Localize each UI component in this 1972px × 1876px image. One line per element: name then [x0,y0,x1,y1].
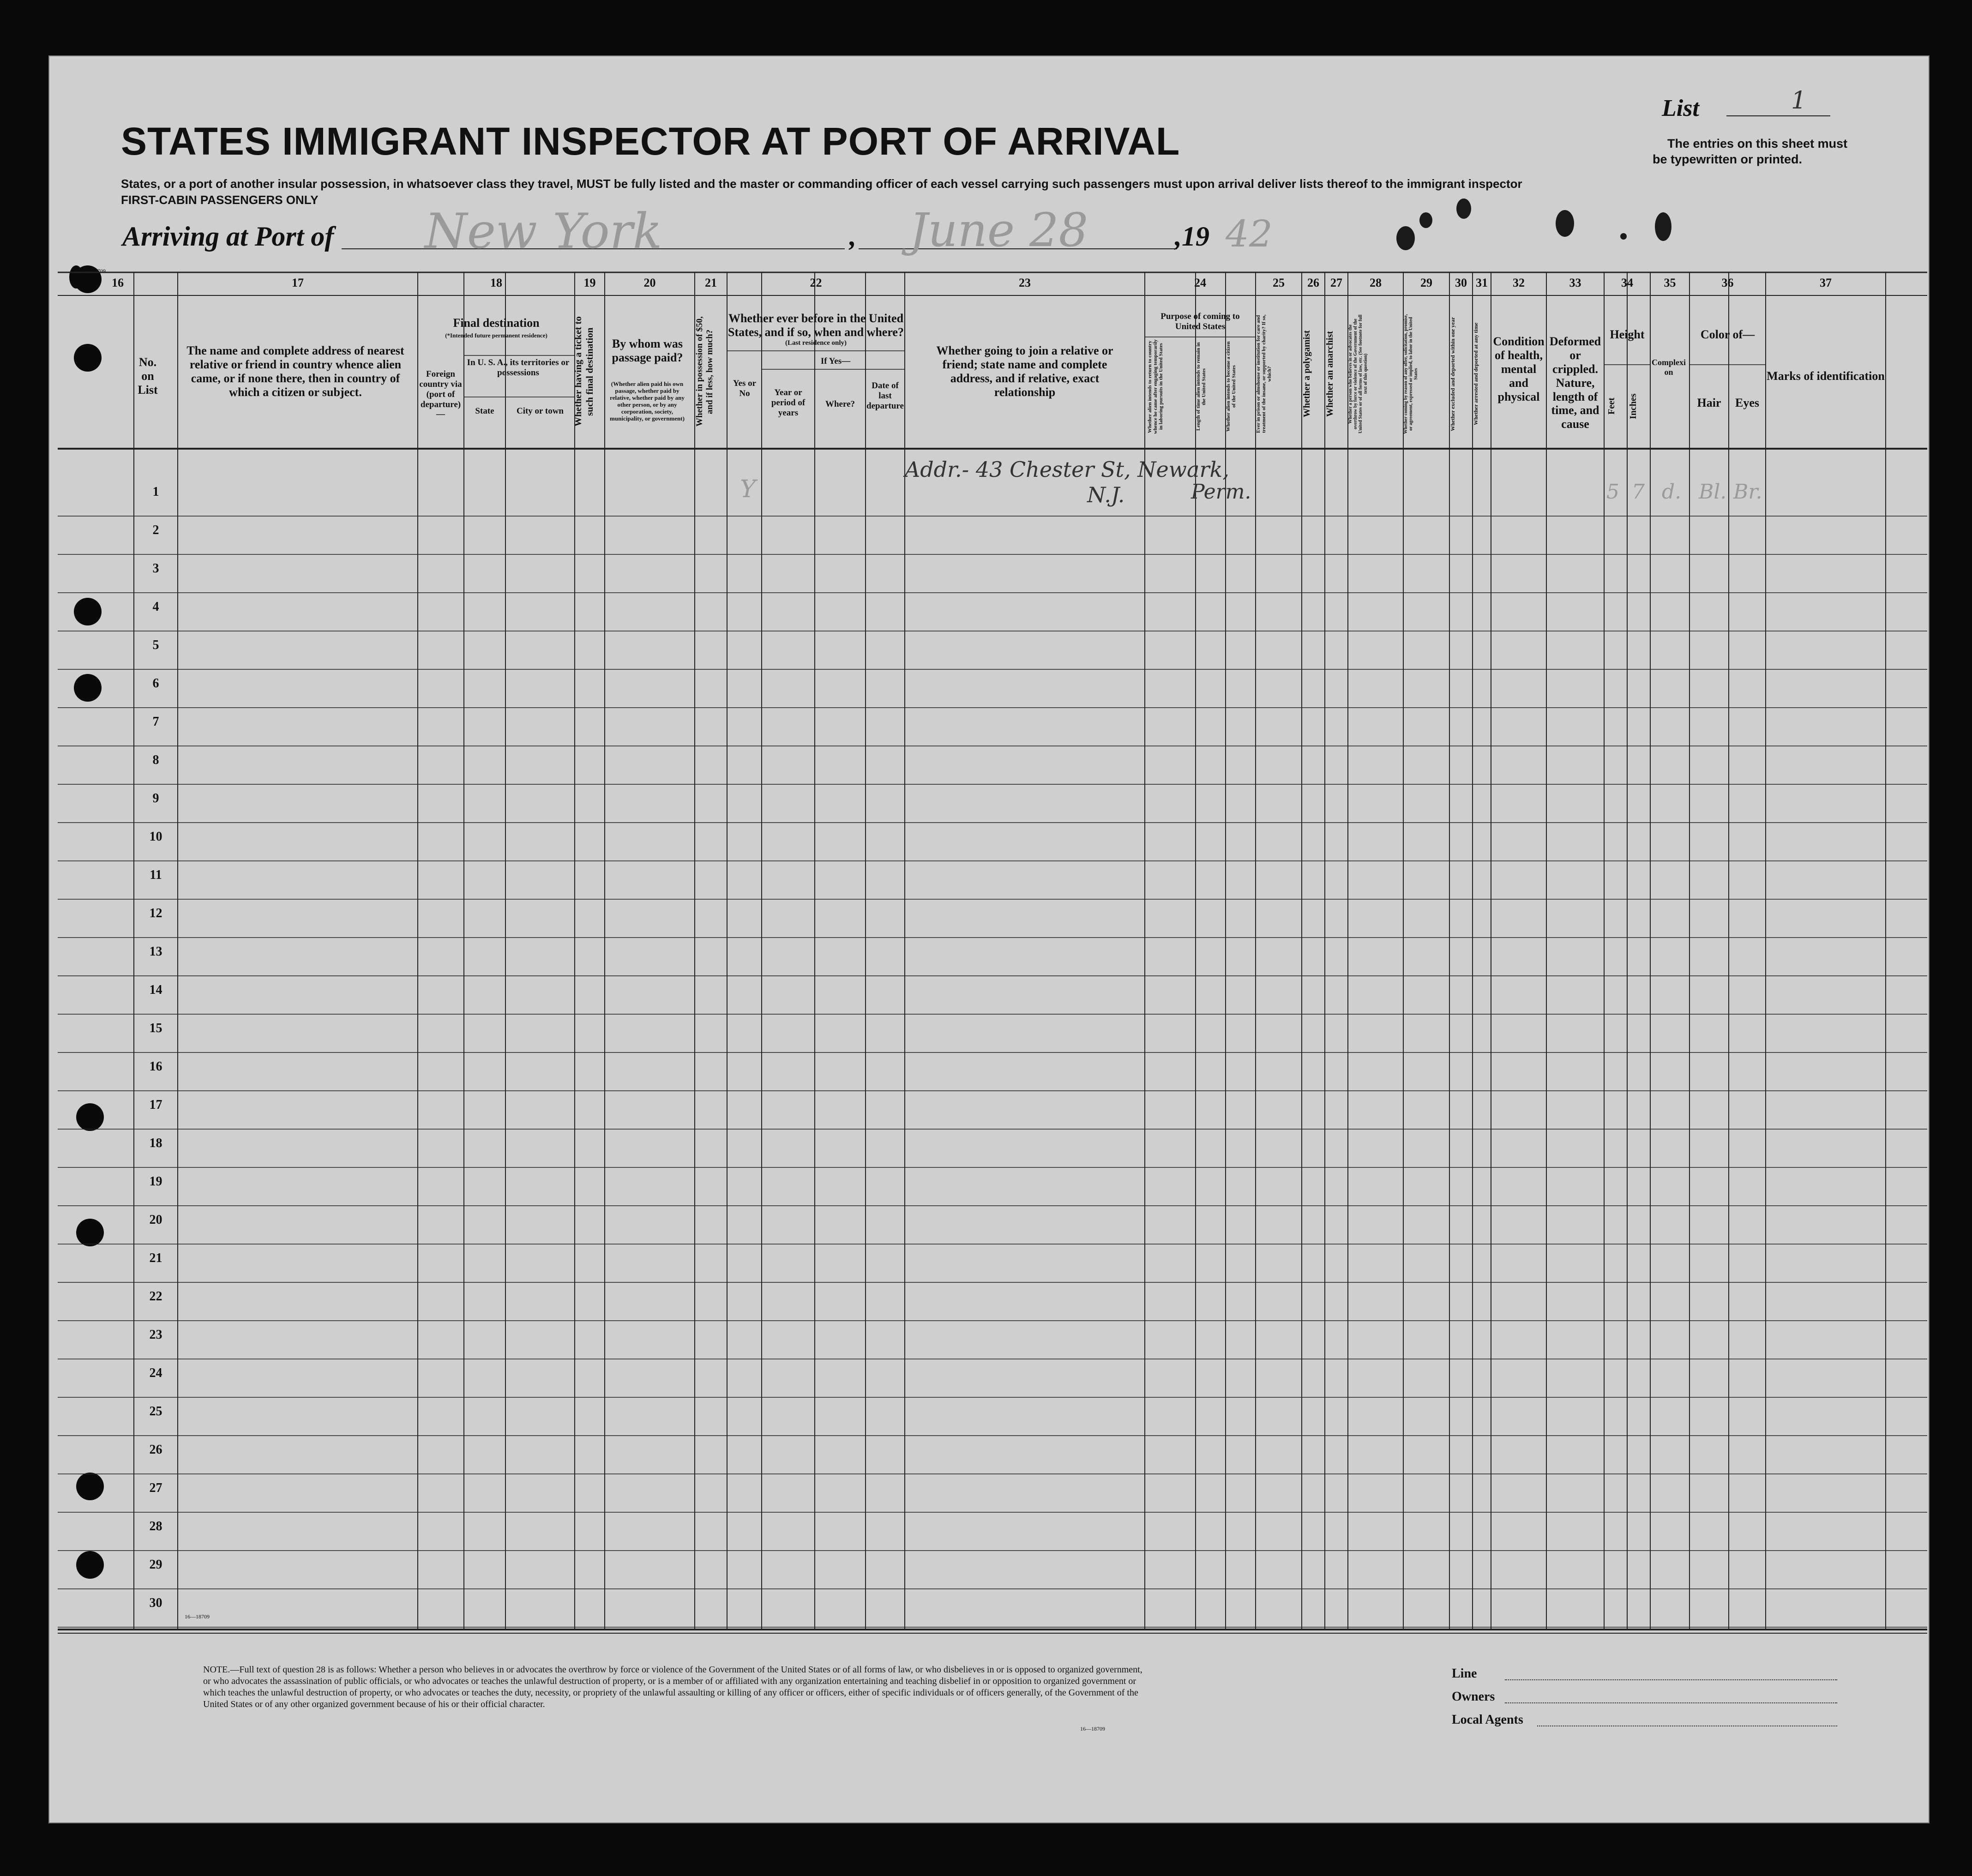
row-number: 24 [149,1366,162,1380]
column-number: 28 [1370,276,1382,289]
row-number: 21 [149,1251,162,1265]
col31-header: Whether arrested and deported at any time [1473,322,1479,426]
column-number: 18 [490,276,502,289]
col36-header: Color of— [1700,328,1755,341]
col35-header: Complexion [1652,358,1686,377]
col22-ifyes: If Yes— [820,356,851,366]
row1-join-relative: Addr.- 43 Chester St, Newark, [905,457,1229,482]
row-number: 25 [149,1404,162,1419]
col18-sub: (*Intended future permanent residence) [445,332,547,339]
col18-city: City or town [516,406,564,416]
col18-state: State [475,406,494,416]
col18-foreign: Foreign country via (port of departure)— [419,369,462,420]
year-prefix: 19 [1182,221,1209,252]
row-number: 14 [149,983,162,997]
row-number: 28 [149,1519,162,1533]
owners-field [1505,1702,1837,1703]
row1-inches: 7 [1632,480,1645,504]
row1-complexion: d. [1662,480,1682,504]
col18-header: Final destination [453,316,540,330]
row-number: 23 [149,1328,162,1342]
column-number: 35 [1664,276,1676,289]
row-number: 12 [149,906,162,920]
arriving-label: Arriving at Port of [122,221,334,252]
row-number: 19 [149,1174,162,1189]
column-number: 29 [1420,276,1432,289]
col28-header: Whether a person who believes in or advocates the overthrow by force or violence of the Government of the United States or of all forms of law, etc. (See footnote for full text of this question) [1348,314,1368,433]
row-number: 3 [152,561,159,576]
column-number: 17 [292,276,304,289]
row-number: 16 [149,1059,162,1074]
col22-where: Where? [825,399,855,409]
column-number: 33 [1569,276,1581,289]
column-number: 19 [583,276,596,289]
col20-header: By whom was passage paid? [612,337,683,364]
typewritten-note-1: The entries on this sheet must [1667,137,1848,150]
row1-ever-before: Y [740,475,756,503]
row-number: 30 [149,1596,162,1610]
column-number: 24 [1194,276,1206,289]
line-label: Line [1452,1666,1477,1681]
row-number: 15 [149,1021,162,1035]
line-field [1505,1679,1837,1680]
column-number: 30 [1455,276,1467,289]
col22-sub: (Last residence only) [785,339,847,347]
col34-header: Height [1610,328,1645,341]
row-number: 1 [152,485,159,499]
comma: , [1175,221,1182,252]
column-number: 21 [705,276,717,289]
col21-header: Whether in possession of $50, and if less, how much? [695,316,715,427]
row1-join-relative-2: N.J. [1087,482,1125,507]
owners-label: Owners [1452,1690,1495,1704]
year-value: 42 [1226,212,1273,255]
col37-header: Marks of identification [1767,369,1885,383]
row-number: 9 [152,791,159,806]
agents-label: Local Agents [1452,1713,1523,1727]
row-number: 11 [150,868,162,882]
row-number: 20 [149,1213,162,1227]
typewritten-note-2: be typewritten or printed. [1653,152,1803,166]
row-number: 7 [152,715,159,729]
row-number: 26 [149,1443,162,1457]
col24-header: Purpose of coming to United States [1160,312,1240,331]
row1-feet: 5 [1606,480,1619,504]
column-number: 34 [1621,276,1633,289]
col24-a: Whether alien intends to return to country whence he came after engaging temporarily in laboring pursuits in the United States [1147,339,1164,434]
footer-form-code: 16—18709 [1080,1726,1105,1732]
col18-usa: In U. S. A., its territories or possessions [467,358,570,378]
comma: , [849,221,856,252]
col25-header: Ever in prison or almshouse or institution for care and treatment of the insane, or supported by charity? If so, which? [1256,314,1272,433]
col33-header: Deformed or crippled. Nature, length of time, and cause [1549,335,1601,431]
col29-header: Whether coming by reason of any offer, solicitation, promise, or agreement, expressed or implied, to labor in the United States [1403,314,1419,434]
col22-header: Whether ever before in the United States, and if so, when and where? [728,312,904,339]
row-number: 27 [149,1481,162,1495]
col30-header: Whether excluded and deported within one year [1449,317,1456,431]
col17-header: The name and complete address of nearest relative or friend in country whence alien came, or if none there, then in country of which a citizen or subject. [186,344,404,399]
col36-hair: Hair [1697,396,1721,409]
row-number: 5 [152,638,159,652]
column-number: 22 [810,276,822,289]
col27-header: Whether an anarchist [1325,331,1335,417]
column-number: 32 [1513,276,1525,289]
col24-c: Whether alien intends to become a citizen of the United States [1226,341,1237,432]
col19-header: Whether having a ticket to such final destination [572,316,595,427]
col22-date: Date of last departure [866,381,904,411]
col34-inches: Inches [1628,393,1638,419]
date-value: June 28 [909,203,1088,257]
row-number: 13 [149,944,162,959]
column-number: 26 [1307,276,1319,289]
row-number: 10 [149,830,162,844]
list-number: 1 [1791,87,1807,114]
col20-sub: (Whether alien paid his own passage, whether paid by relative, whether paid by any other person, or by any corporation, society, municipality, or government) [610,380,685,422]
form-code: 16—18709 [81,268,106,274]
row-number: 4 [152,600,159,614]
col22-yesno: Yes or No [733,379,757,398]
row-number: 8 [152,753,159,767]
column-number: 37 [1820,276,1832,289]
column-number: 27 [1330,276,1342,289]
row1-purpose: Perm. [1191,480,1251,504]
column-number: 25 [1273,276,1285,289]
row-number: 6 [152,676,159,691]
col24-b: Length of time alien intends to remain in the United States [1196,342,1207,431]
list-label: List [1662,95,1699,121]
class-note: FIRST-CABIN PASSENGERS ONLY [121,193,319,207]
column-number: 36 [1721,276,1734,289]
row-number: 29 [149,1557,162,1572]
column-number: 16 [112,276,124,289]
page-title: STATES IMMIGRANT INSPECTOR AT PORT OF ARRIVAL [121,120,1180,163]
column-number: 31 [1476,276,1488,289]
column-number: 20 [643,276,656,289]
footnote: NOTE.—Full text of question 28 is as follows: Whether a person who believes in or advocates the overthrow by force or violence of the Government of the United States or of all forms of law, or who disbelieves in or is opposed to organized government, or who advocates the assassination of public officials, or who advocates or teaches the unlawful destruction of property, or is a member of or affiliated with any organization entertaining and teaching disbelief in or opposition to organized government or which teaches the unlawful destruction of property, or who advocates or teaches the duty, necessity, or propriety of the unlawful assaulting or killing of any officer or officers, either of specific individuals or of officers generally, of the Government of the United States or of any other organized government because of his or their official character. [203,1665,1142,1709]
column-number: 23 [1019,276,1031,289]
col36-eyes: Eyes [1735,396,1759,409]
col32-header: Condition of health, mental and physical [1493,335,1545,403]
col26-header: Whether a polygamist [1302,330,1312,418]
col16-header: No. on List [138,355,158,397]
col22-year: Year or period of years [771,388,806,418]
col34-feet: Feet [1606,397,1617,415]
row-number: 2 [152,523,159,537]
table-form-code: 16—18709 [185,1613,210,1620]
col23-header: Whether going to join a relative or friend; state name and complete address, and if relative, exact relationship [936,344,1113,399]
row-number: 17 [149,1098,162,1112]
row1-eyes: Br. [1733,480,1762,504]
row-number: 18 [149,1136,162,1150]
row1-hair: Bl. [1699,480,1727,504]
row-number: 22 [149,1289,162,1304]
port-value: New York [425,203,662,259]
instruction-text: States, or a port of another insular possession, in whatsoever class they travel, MUST be fully listed and the master or commanding officer of each vessel carrying such passengers must upon arrival deliver lists thereof to the immigrant inspector [121,177,1522,191]
